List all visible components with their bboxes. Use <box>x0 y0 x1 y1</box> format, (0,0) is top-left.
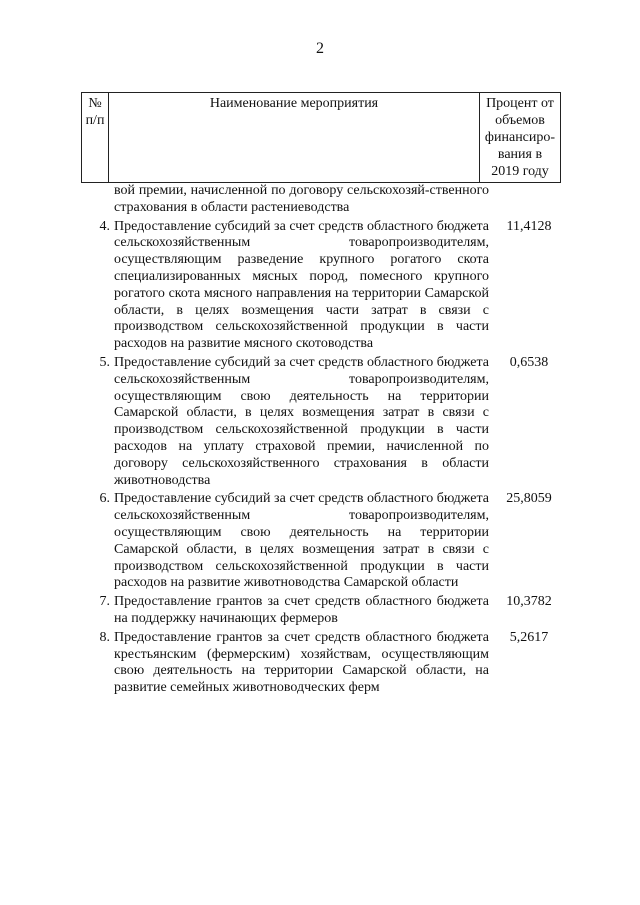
row-text: Предоставление грантов за счет средств областного бюджета крестьянским (фермерским) хозяйствам, осуществляющим свою деятельность на территории Самарской области, на развитие семейных животноводческих ферм <box>114 629 489 696</box>
row-percent: 11,4128 <box>506 218 552 234</box>
row-text: Предоставление грантов за счет средств областного бюджета на поддержку начинающих фермеров <box>114 594 489 626</box>
row-number: 4. <box>99 218 110 234</box>
table-header <box>81 92 561 183</box>
continuation-row <box>82 183 572 217</box>
table-row <box>82 630 572 697</box>
table-row <box>82 594 572 628</box>
row-text: Предоставление субсидий за счет средств областного бюджета сельскохозяйственным товаропроизводителям, осуществляющим разведение крупного рогатого скота специализированных мясных пород, помесного крупного рогатого скота мясного направления на территории Самарской области, в целях возмещения части затрат в связи с производством сельскохозяйственной продукции в части расходов на развитие мясного скотоводства <box>114 218 489 352</box>
row-number: 6. <box>99 491 110 507</box>
header-name-column: Наименование мероприятия <box>109 93 480 183</box>
row-percent: 25,8059 <box>506 491 552 507</box>
table-row <box>82 355 572 489</box>
header-number-column: № п/п <box>82 93 109 183</box>
header-percent-column: Процент от объемов финансиро-вания в 2019 году <box>480 93 561 183</box>
row-number: 5. <box>99 354 110 370</box>
row-text: Предоставление субсидий за счет средств областного бюджета сельскохозяйственным товаропроизводителям, осуществляющим свою деятельность на территории Самарской области, в целях возмещения затрат в связи с производством сельскохозяйственной продукции в части расходов на уплату страховой премии, начисленной по договору сельскохозяйственного страхования в области животноводства <box>114 354 489 488</box>
row-number: 7. <box>99 594 110 610</box>
table-row <box>82 491 572 592</box>
table-body <box>82 183 572 699</box>
row-percent: 0,6538 <box>509 354 549 370</box>
continuation-text: вой премии, начисленной по договору сельскохозяй-ственного страхования в области растениеводства <box>114 183 489 215</box>
table-row <box>82 219 572 353</box>
row-text: Предоставление субсидий за счет средств областного бюджета сельскохозяйственным товаропроизводителям, осуществляющим свою деятельность на территории Самарской области, в целях возмещения затрат в связи с производством сельскохозяйственной продукции в части расходов на развитие животноводства Самарской области <box>114 491 489 591</box>
row-percent: 5,2617 <box>509 629 549 645</box>
row-number: 8. <box>99 629 110 645</box>
page-number: 2 <box>316 40 324 57</box>
row-percent: 10,3782 <box>506 594 552 610</box>
